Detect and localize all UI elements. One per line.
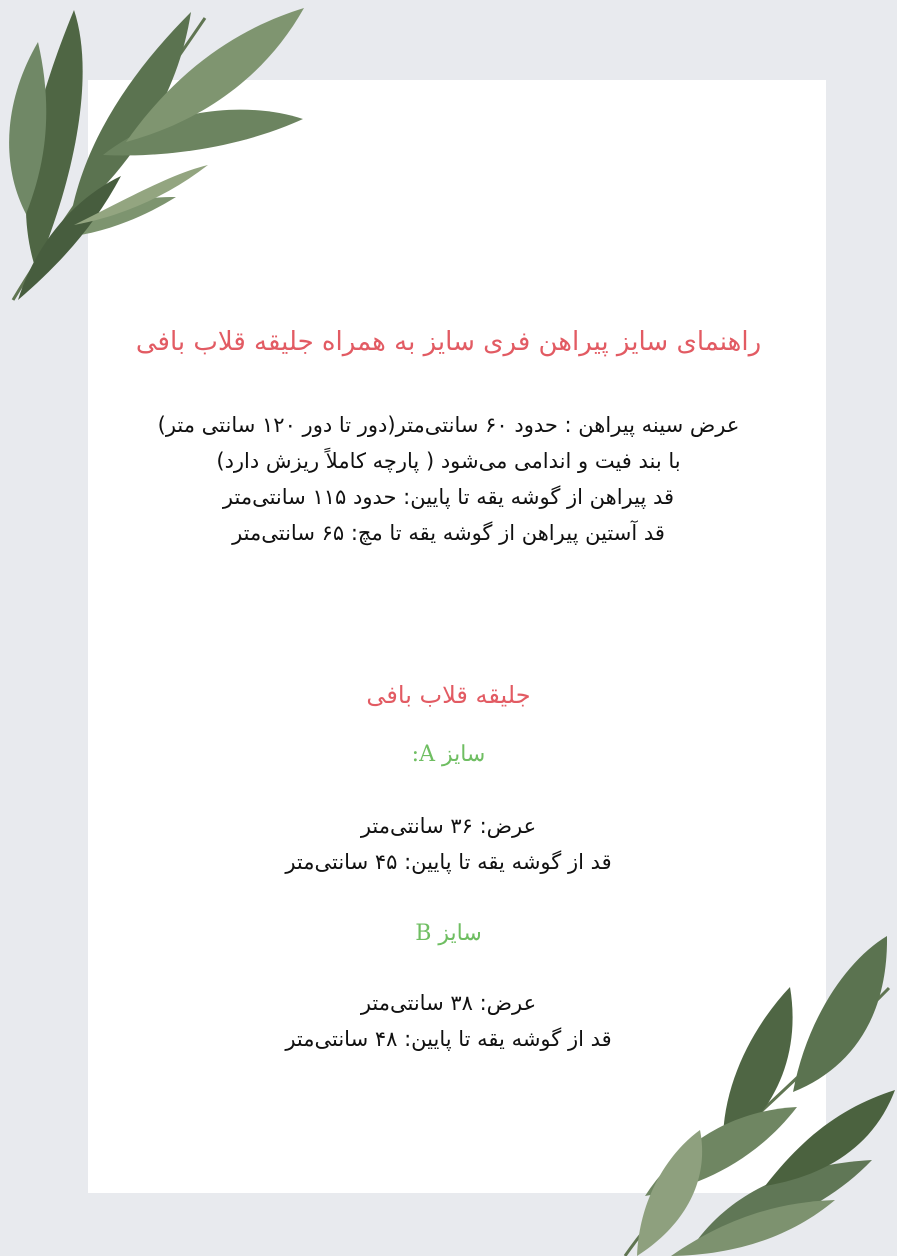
dress-length: قد پیراهن از گوشه یقه تا پایین: حدود ۱۱۵ سانتی‌متر: [222, 485, 675, 509]
size-a-width: عرض: ۳۶ سانتی‌متر: [360, 814, 537, 838]
vest-title: جلیقه قلاب بافی: [366, 681, 531, 709]
size-b-length: قد از گوشه یقه تا پایین: ۴۸ سانتی‌متر: [285, 1027, 612, 1051]
size-b-label: سایز B: [415, 921, 482, 946]
dress-size-details: [0, 407, 897, 551]
dress-fit-note: با بند فیت و اندامی می‌شود ( پارچه کاملاً ریزش دارد): [216, 449, 681, 473]
size-a-label: سایز A:: [411, 742, 486, 767]
dress-chest-width: عرض سینه پیراهن : حدود ۶۰ سانتی‌متر(دور تا دور ۱۲۰ سانتی متر): [157, 413, 740, 437]
dress-sleeve-length: قد آستین پیراهن از گوشه یقه تا مچ: ۶۵ سانتی‌متر: [232, 521, 665, 545]
size-a-length: قد از گوشه یقه تا پایین: ۴۵ سانتی‌متر: [285, 850, 612, 874]
size-b-details: [0, 985, 897, 1057]
main-title: راهنمای سایز پیراهن فری سایز به همراه جلیقه قلاب بافی: [135, 327, 762, 357]
size-b-width: عرض: ۳۸ سانتی‌متر: [360, 991, 537, 1015]
size-a-details: [0, 808, 897, 880]
